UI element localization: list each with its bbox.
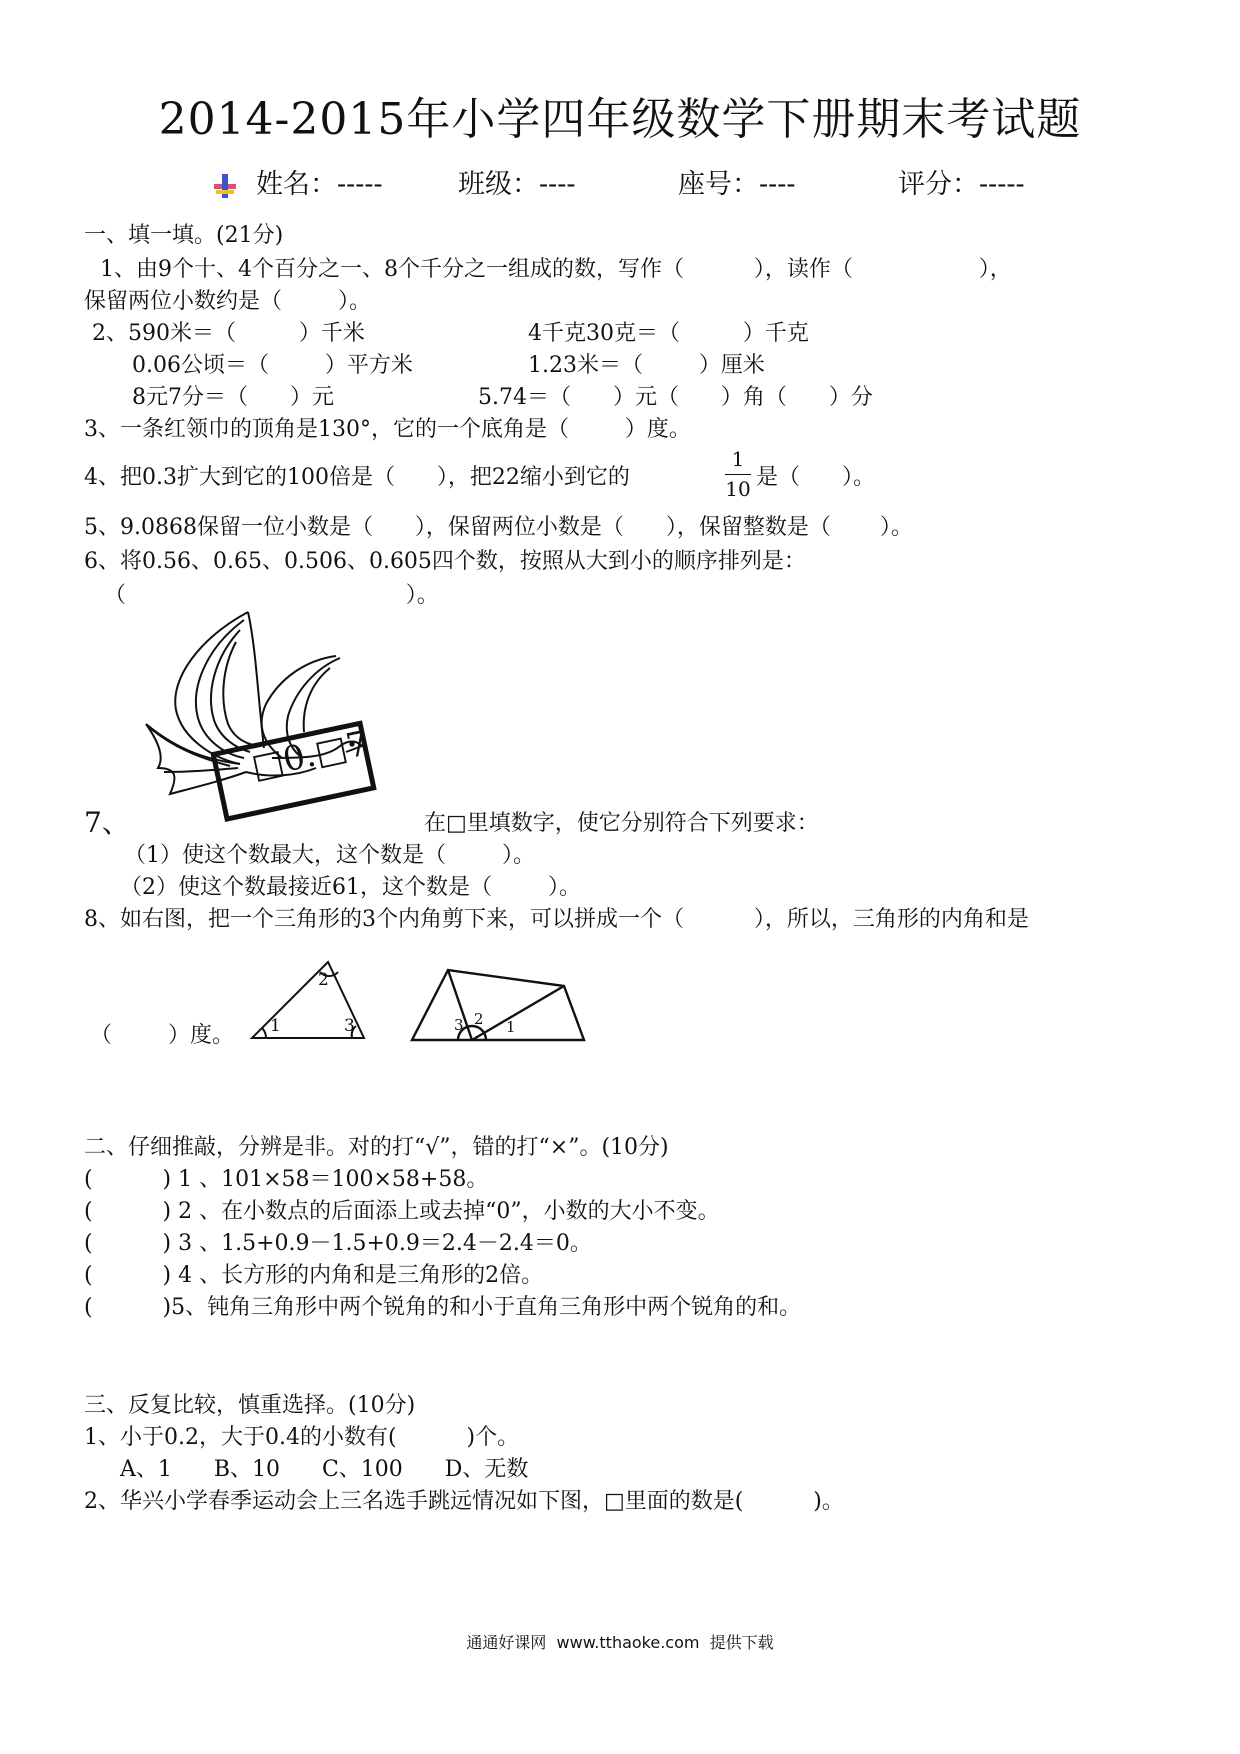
q2-a-right: 4千克30克＝（ ）千克 [528, 321, 809, 346]
judge-item-5: ( )5、钝角三角形中两个锐角的和小于直角三角形中两个锐角的和。 [84, 1295, 802, 1320]
judge-item-4: ( ) 4 、长方形的内角和是三角形的2倍。 [84, 1263, 544, 1288]
q7-text: 在□里填数字，使它分别符合下列要求： [424, 811, 819, 836]
seat-field: 座号：---- [678, 169, 796, 200]
judge-item-2: ( ) 2 、在小数点的后面添上或去掉“0”，小数的大小不变。 [84, 1199, 720, 1224]
choice-q1-options: A、1 B、10 C、100 D、无数 [120, 1457, 529, 1482]
tri-angle-3: 3 [344, 1016, 355, 1036]
q6-line2: （ ）。 [104, 583, 439, 608]
q1-line2: 保留两位小数约是（ ）。 [84, 289, 371, 314]
q4-pre: 4、把0.3扩大到它的100倍是（ ），把22缩小到它的 [84, 465, 630, 490]
q3: 3、一条红领巾的顶角是130°，它的一个底角是（ ）度。 [84, 417, 691, 442]
dove-illustration [140, 608, 430, 834]
q2-b-right: 1.23米＝（ ）厘米 [528, 353, 765, 378]
section2-heading: 二、仔细推敲，分辨是非。对的打“√”，错的打“×”。(10分) [84, 1135, 669, 1160]
page-title: 2014-2015年小学四年级数学下册期末考试题 [158, 94, 1082, 145]
choice-q2: 2、华兴小学春季运动会上三名选手跳远情况如下图，□里面的数是( )。 [84, 1489, 844, 1514]
fraction-numerator: 1 [731, 447, 745, 471]
judge-item-1: ( ) 1 、101×58＝100×58+58。 [84, 1167, 489, 1192]
q7-sub2: （2）使这个数最接近61，这个数是（ ）。 [120, 875, 581, 900]
q2-b-left: 0.06公顷＝（ ）平方米 [132, 353, 413, 378]
section3-heading: 三、反复比较，慎重选择。(10分) [84, 1393, 416, 1418]
section1-heading: 一、填一填。(21分) [84, 223, 284, 248]
class-field: 班级：---- [458, 169, 576, 200]
q2-a-left: 2、590米＝（ ）千米 [92, 321, 365, 346]
bullet-icon [212, 172, 238, 200]
footer: 通通好课网 www.tthaoke.com 提供下载 [466, 1633, 774, 1652]
q8-line1: 8、如右图，把一个三角形的3个内角剪下来，可以拼成一个（ ），所以，三角形的内角和是 [84, 907, 1029, 932]
tri2-angle-2: 2 [474, 1010, 484, 1028]
fraction-denominator: 10 [725, 477, 751, 501]
q1-line1: 1、由9个十、4个百分之一、8个千分之一组成的数，写作（ ），读作（ ）， [100, 257, 1012, 282]
q2-c-left: 8元7分＝（ ）元 [132, 385, 334, 410]
tri2-angle-3: 3 [454, 1016, 464, 1034]
tri-angle-1: 1 [270, 1016, 281, 1036]
q7-number: 7、 [84, 806, 130, 839]
q7-sub1: （1）使这个数最大，这个数是（ ）。 [124, 843, 535, 868]
fraction-bar [725, 474, 751, 475]
q8-line2: （ ）度。 [90, 1023, 234, 1048]
q5: 5、9.0868保留一位小数是（ ），保留两位小数是（ ），保留整数是（ ）。 [84, 515, 913, 540]
name-field: 姓名：----- [256, 169, 383, 200]
q4-post: 是（ ）。 [756, 465, 875, 490]
judge-item-3: ( ) 3 、1.5+0.9－1.5+0.9＝2.4－2.4＝0。 [84, 1231, 592, 1256]
score-field: 评分：----- [898, 169, 1025, 200]
q6-line1: 6、将0.56、0.65、0.506、0.605四个数，按照从大到小的顺序排列是： [84, 549, 806, 574]
choice-q1: 1、小于0.2，大于0.4的小数有( )个。 [84, 1425, 520, 1450]
trapezoid-figure [408, 966, 588, 1044]
q2-c-right: 5.74＝（ ）元（ ）角（ ）分 [478, 385, 873, 410]
tri2-angle-1: 1 [506, 1018, 516, 1036]
tri-angle-2: 2 [318, 970, 329, 990]
sign-number-text: □0.□7 [248, 723, 373, 788]
